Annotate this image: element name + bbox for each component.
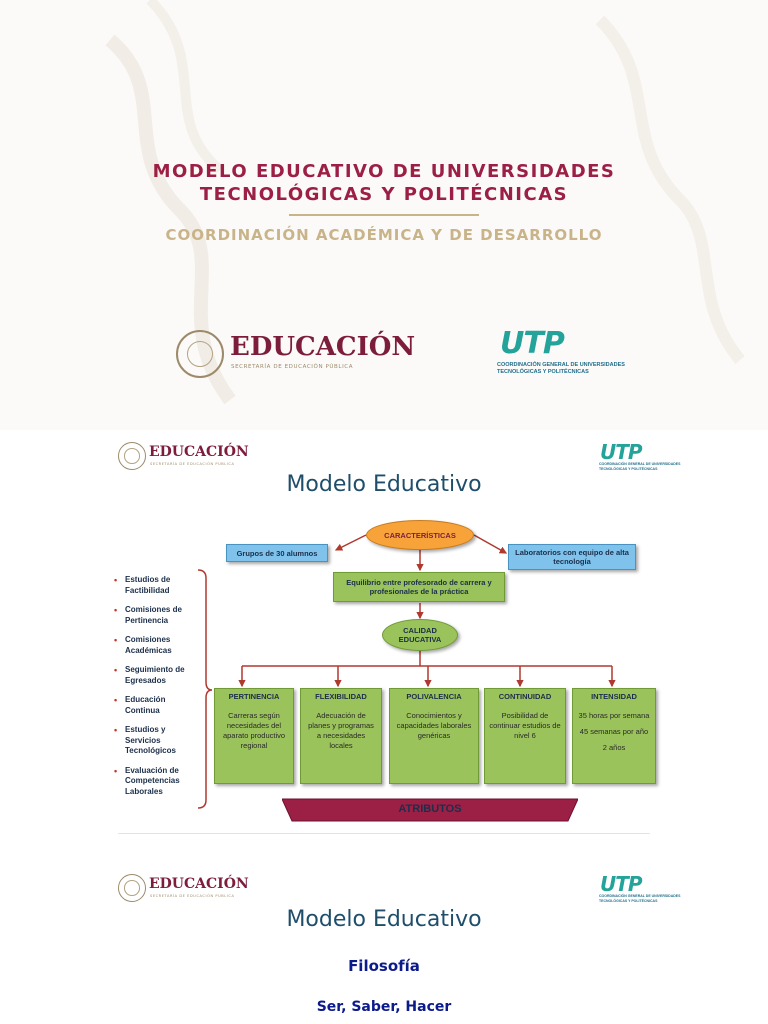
educacion-logo-caption: SECRETARÍA DE EDUCACIÓN PÚBLICA (150, 462, 235, 466)
caracteristicas-oval: CARACTERÍSTICAS (366, 520, 474, 550)
attribute-polivalencia (389, 688, 479, 784)
utp-caption-line1: COORDINACIÓN GENERAL DE UNIVERSIDADES (599, 462, 681, 466)
attribute-text: Posibilidad de continuar estudios de nivel 6 (489, 711, 561, 740)
calidad-educativa-oval: CALIDAD EDUCATIVA (382, 619, 458, 651)
utp-logo: UTP (600, 440, 642, 464)
list-item: • Evaluación de Competencias Laborales (112, 766, 202, 798)
educacion-logo-word: EDUCACIÓN (230, 332, 416, 362)
attribute-description (394, 711, 474, 747)
attribute-description (577, 711, 651, 759)
educacion-logo-caption: SECRETARÍA DE EDUCACIÓN PÚBLICA (231, 364, 354, 370)
utp-logo: UTP (600, 872, 642, 896)
utp-logo-caption (599, 894, 680, 903)
seal-icon (118, 874, 146, 902)
side-list (112, 575, 202, 797)
list-item: • Educación Continua (112, 695, 202, 716)
attribute-text: Adecuación de planes y programas a necesidades locales (308, 711, 374, 750)
attribute-title: FLEXIBILIDAD (315, 692, 367, 701)
utp-caption-line2: TECNOLÓGICAS Y POLITÉCNICAS (497, 369, 589, 375)
labs-box: Laboratorios con equipo de alta tecnología (508, 544, 636, 570)
educacion-logo-word: EDUCACIÓN (149, 444, 249, 460)
slide-title: Modelo Educativo (286, 907, 482, 932)
attribute-title: CONTINUIDAD (498, 692, 552, 701)
attribute-description (219, 711, 289, 757)
list-item: • Estudios y Servicios Tecnológicos (112, 725, 202, 757)
attribute-text: 35 horas por semana (578, 711, 650, 720)
slide-subtitle: Filosofía (348, 957, 420, 975)
banner-label: ATRIBUTOS (398, 803, 462, 815)
slide-tagline: Ser, Saber, Hacer (316, 999, 452, 1015)
utp-logo: UTP (500, 326, 564, 361)
groups-box: Grupos de 30 alumnos (226, 544, 328, 562)
attribute-title: INTENSIDAD (591, 692, 637, 701)
utp-caption-line2: TECNOLÓGICAS Y POLITÉCNICAS (599, 466, 658, 471)
cover-subtitle: COORDINACIÓN ACADÉMICA Y DE DESARROLLO (165, 226, 603, 244)
faculty-balance-box: Equilibrio entre profesorado de carrera y profesionales de la práctica (333, 572, 505, 602)
attribute-intensidad (572, 688, 656, 784)
attribute-continuidad (484, 688, 566, 784)
slide-divider (118, 833, 650, 834)
attribute-text: 2 años (602, 743, 626, 752)
utp-caption-line1: COORDINACIÓN GENERAL DE UNIVERSIDADES (497, 362, 625, 368)
attribute-description (305, 711, 377, 757)
attribute-text: Conocimientos y capacidades laborales genéricas (396, 711, 472, 740)
cover-title-line1: MODELO EDUCATIVO DE UNIVERSIDADES (152, 161, 616, 182)
list-item: • Comisiones de Pertinencia (112, 605, 202, 626)
educacion-logo-small (118, 874, 258, 906)
educacion-logo-caption: SECRETARÍA DE EDUCACIÓN PÚBLICA (150, 894, 235, 898)
utp-caption-line1: COORDINACIÓN GENERAL DE UNIVERSIDADES (599, 894, 681, 898)
atributos-banner (282, 797, 578, 823)
attribute-text: 45 semanas por año (579, 727, 649, 736)
educacion-logo-word: EDUCACIÓN (149, 876, 249, 892)
list-item: • Comisiones Académicas (112, 635, 202, 656)
attribute-text: Carreras según necesidades del aparato productivo regional (222, 711, 286, 750)
attribute-pertinencia (214, 688, 294, 784)
list-item: • Seguimiento de Egresados (112, 665, 202, 686)
attribute-description (489, 711, 561, 747)
slide-title: Modelo Educativo (286, 472, 482, 497)
cover-title-line2: TECNOLÓGICAS Y POLITÉCNICAS (199, 184, 569, 205)
utp-caption-line2: TECNOLÓGICAS Y POLITÉCNICAS (599, 898, 658, 903)
attribute-flexibilidad (300, 688, 382, 784)
attribute-title: POLIVALENCIA (406, 692, 462, 701)
list-item: • Estudios de Factibilidad (112, 575, 202, 596)
attribute-title: PERTINENCIA (228, 692, 280, 701)
